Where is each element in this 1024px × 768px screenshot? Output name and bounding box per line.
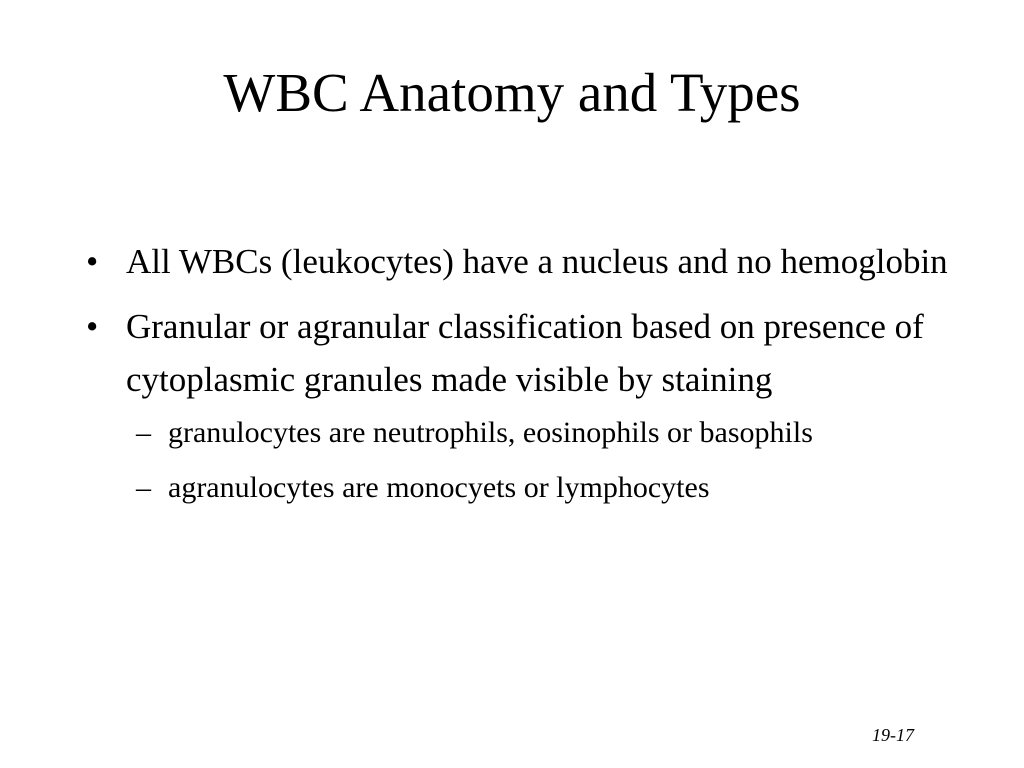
sub-bullet-text: agranulocytes are monocyets or lymphocytes: [168, 471, 710, 504]
slide-title: WBC Anatomy and Types: [223, 62, 801, 123]
dash-marker: –: [136, 416, 151, 449]
dash-marker: –: [136, 471, 151, 504]
bullet-marker: •: [86, 307, 99, 346]
bullet-item: [86, 235, 1006, 288]
bullet-text: All WBCs (leukocytes) have a nucleus and no hemoglobin: [126, 242, 948, 281]
sub-bullet-item: [136, 465, 1006, 510]
bullet-list: [86, 235, 1006, 522]
slide-number: 19-17: [872, 725, 914, 745]
sub-bullet-item: [136, 410, 1006, 455]
bullet-item: [86, 300, 1006, 510]
bullet-marker: •: [86, 242, 99, 281]
sub-bullet-list: [126, 410, 1006, 510]
sub-bullet-text: granulocytes are neutrophils, eosinophils or basophils: [168, 416, 813, 449]
bullet-text: Granular or agranular classification based on presence of cytoplasmic granules made visible by staining: [126, 307, 924, 399]
